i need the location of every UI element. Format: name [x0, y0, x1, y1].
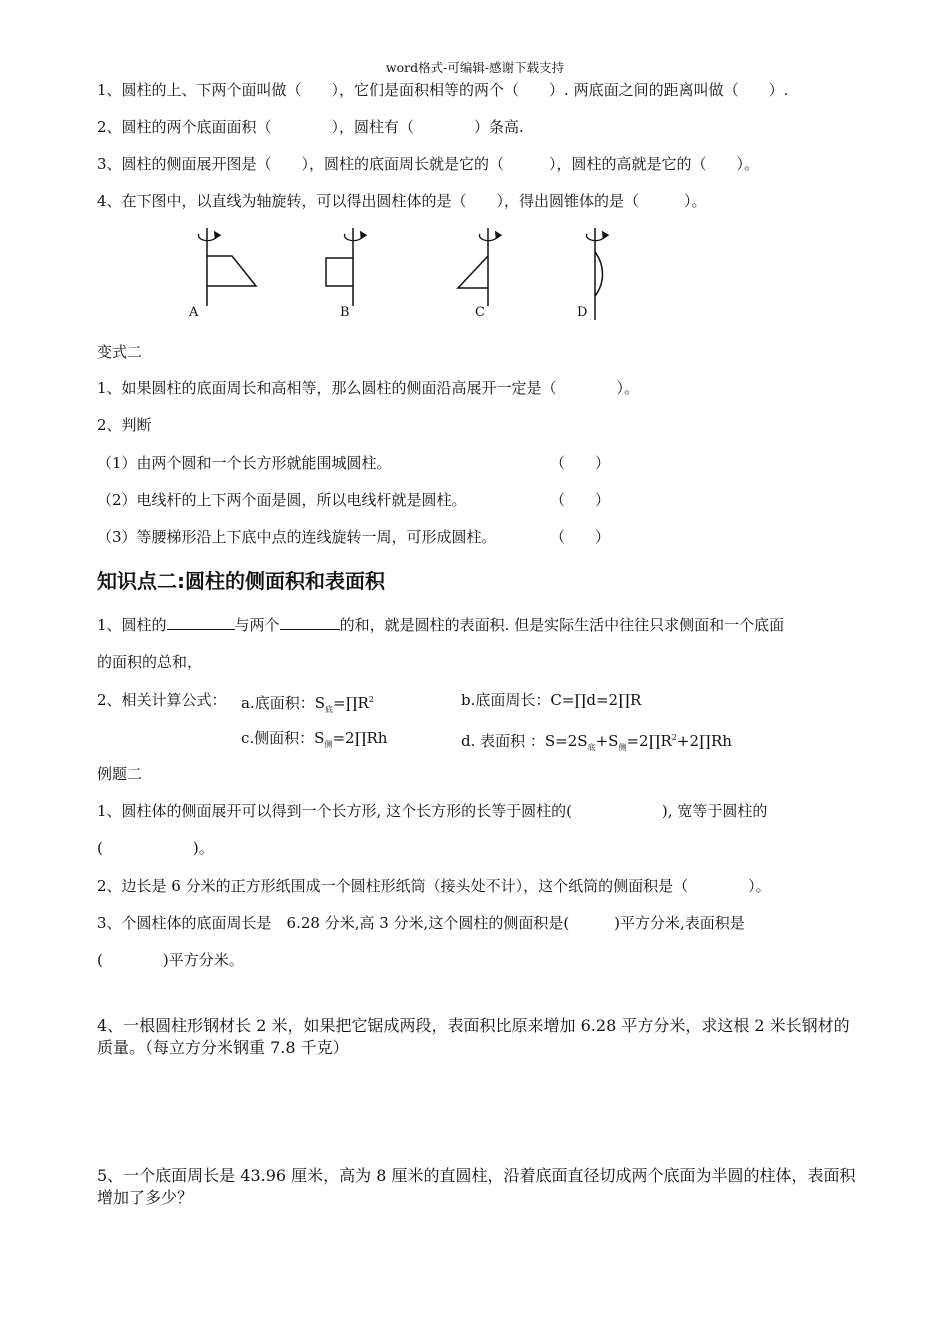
formula-c-post: =2∏Rh — [332, 729, 388, 747]
variant-question-2: 2、判断 — [97, 416, 152, 434]
example-question-3: 3、个圆柱体的底面周长是 6.28 分米,高 3 分米,这个圆柱的侧面积是( )平方分米,表面积是 — [97, 914, 745, 932]
formula-a-sub: 底 — [325, 705, 333, 714]
p1-part-c: 的和，就是圆柱的表面积. 但是实际生活中往往只求侧面和一个底面 — [339, 616, 785, 634]
judge-item-1: （1）由两个圆和一个长方形就能围城圆柱。 — [97, 454, 392, 472]
example-question-5: 5、一个底面周长是 43.96 厘米，高为 8 厘米的直圆柱，沿着底面直径切成两个底面为半圆的柱体，表面积增加了多少？ — [97, 1166, 856, 1207]
formula-d-end: +2∏Rh — [676, 732, 732, 750]
knowledge-paragraph-1 — [97, 614, 857, 635]
judge-answer-2: （ ） — [550, 491, 611, 509]
question-4: 4、在下图中，以直线为轴旋转，可以得出圆柱体的是（ ），得出圆锥体的是（ ）。 — [97, 192, 707, 210]
knowledge-paragraph-1-cont: 的面积的总和， — [97, 653, 203, 671]
formula-intro: 2、相关计算公式： — [97, 691, 227, 709]
variant-title: 变式二 — [97, 343, 143, 361]
formula-d-sub2: 侧 — [618, 743, 627, 752]
formula-c-text: c.侧面积：S — [241, 729, 325, 747]
formula-a-text: a.底面积：S — [241, 694, 325, 712]
formula-d-text: d. 表面积 ：S=2S — [461, 732, 588, 750]
formula-a-post: =∏R — [333, 694, 369, 712]
formula-c-sub: 侧 — [324, 740, 333, 749]
blank-2 — [280, 614, 340, 630]
formula-d-sub1: 底 — [587, 743, 596, 752]
figure-label-a: A — [189, 305, 199, 320]
formula-d-sup: 2 — [671, 733, 677, 742]
figure-label-d: D — [577, 305, 588, 320]
judge-item-2: （2）电线杆的上下两个面是圆，所以电线杆就是圆柱。 — [97, 491, 467, 509]
judge-item-3: （3）等腰梯形沿上下底中点的连线旋转一周，可形成圆柱。 — [97, 528, 497, 546]
example-question-3-cont: ( )平方分米。 — [97, 951, 244, 969]
p1-part-a: 1、圆柱的 — [97, 616, 167, 634]
formula-a — [241, 690, 461, 720]
question-1: 1、圆柱的上、下两个面叫做（ ），它们是面积相等的两个（ ）. 两底面之间的距离叫做（ ）. — [97, 81, 789, 99]
question-3: 3、圆柱的侧面展开图是（ ），圆柱的底面周长就是它的（ ），圆柱的高就是它的（ ）。 — [97, 155, 760, 173]
page-header: word格式-可编辑-感谢下载支持 — [385, 60, 565, 75]
figure-d-semicircle — [587, 228, 605, 320]
judge-answer-3: （ ） — [550, 528, 611, 546]
example-title: 例题二 — [97, 765, 143, 783]
variant-question-1: 1、如果圆柱的底面周长和高相等，那么圆柱的侧面沿高展开一定是（ ）。 — [97, 379, 640, 397]
example-question-4: 4、一根圆柱形钢材长 2 米，如果把它锯成两段，表面积比原来增加 6.28 平方分米，求这根 2 米长钢材的质量。（每立方分米钢重 7.8 千克） — [97, 1016, 850, 1057]
figure-c-triangle — [458, 228, 498, 306]
formula-d — [461, 728, 851, 758]
judge-answer-1: （ ） — [550, 454, 611, 472]
figure-a-trapezoid — [199, 228, 257, 306]
example-question-1-cont: ( )。 — [97, 839, 214, 857]
figure-b-square — [326, 228, 363, 306]
section-heading: 知识点二:圆柱的侧面积和表面积 — [97, 569, 385, 593]
blank-1 — [167, 614, 235, 630]
p1-part-b: 与两个 — [234, 616, 280, 634]
formula-b: b.底面周长：C=∏d=2∏R — [461, 691, 642, 709]
formula-c — [241, 728, 461, 755]
formula-d-post: =2∏R — [626, 732, 672, 750]
example-question-2: 2、边长是 6 分米的正方形纸围成一个圆柱形纸筒（接头处不计），这个纸筒的侧面积是（ ）。 — [97, 877, 771, 895]
question-2: 2、圆柱的两个底面面积（ ），圆柱有（ ）条高. — [97, 118, 524, 136]
figure-label-c: C — [475, 305, 485, 320]
formula-d-mid: +S — [595, 732, 619, 750]
formula-a-sup: 2 — [368, 695, 374, 704]
figure-label-b: B — [340, 305, 350, 320]
example-question-1: 1、圆柱体的侧面展开可以得到一个长方形, 这个长方形的长等于圆柱的( ), 宽等于圆柱的 — [97, 802, 768, 820]
